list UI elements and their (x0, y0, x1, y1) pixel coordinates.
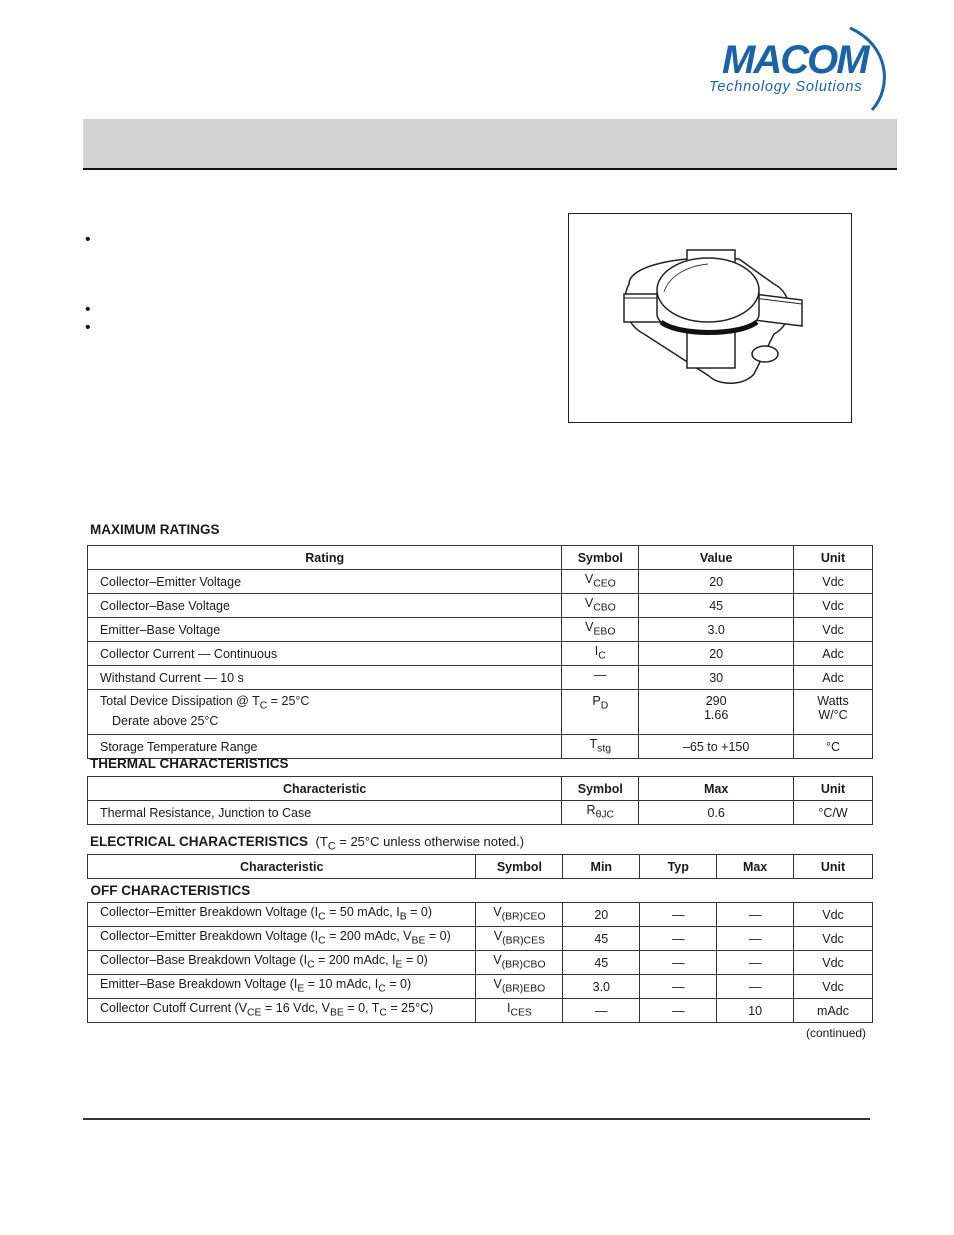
table-row (88, 801, 873, 825)
characteristic-cell: Collector–Base Breakdown Voltage ($I_C = 200$ mAdc, $I_E = 0$) (88, 951, 476, 975)
table-header-row (88, 777, 873, 801)
macom-logo (700, 26, 890, 112)
min-cell: 45 (563, 927, 640, 951)
rating-cell: Collector–Emitter Voltage (88, 570, 562, 594)
unit-cell: Vdc (794, 951, 873, 975)
table-row (88, 690, 873, 735)
footer-rule (83, 1118, 870, 1120)
typ-cell: — (640, 999, 717, 1023)
value-cell: –65 to +150 (639, 735, 794, 759)
value-cell: 30 (639, 666, 794, 690)
max-cell: — (717, 903, 794, 927)
rating-cell: Storage Temperature Range (88, 735, 562, 759)
value-cell: 45 (639, 594, 794, 618)
unit-cell: °C/W (794, 801, 873, 825)
unit-cell: °C (794, 735, 873, 759)
max-ratings-table (87, 545, 873, 759)
unit-cell: Vdc (794, 903, 873, 927)
table-row (88, 594, 873, 618)
bullet-icon: • (85, 301, 91, 318)
rating-cell: Collector Current — Continuous (88, 642, 562, 666)
symbol-cell: $I_C$ (562, 642, 639, 666)
unit-cell: Vdc (794, 594, 873, 618)
min-cell: 3.0 (563, 975, 640, 999)
thermal-table (87, 776, 873, 825)
table-row (88, 975, 873, 999)
value-cell: 20 (639, 570, 794, 594)
symbol-cell: $V_{(BR)CES}$ (476, 927, 563, 951)
max-cell: — (717, 927, 794, 951)
table-row (88, 927, 873, 951)
table-row (88, 999, 873, 1023)
table-row (88, 570, 873, 594)
column-header: Max (639, 777, 794, 801)
symbol-cell: $V_{CBO}$ (562, 594, 639, 618)
value-cell: 20 (639, 642, 794, 666)
typ-cell: — (640, 903, 717, 927)
table-row (88, 642, 873, 666)
characteristic-cell: Thermal Resistance, Junction to Case (88, 801, 562, 825)
column-header: Characteristic (88, 855, 476, 879)
typ-cell: — (640, 927, 717, 951)
value-cell: 3.0 (639, 618, 794, 642)
symbol-cell: $I_{CES}$ (476, 999, 563, 1023)
unit-cell: Vdc (794, 927, 873, 951)
unit-cell: Adc (794, 642, 873, 666)
transistor-package-icon (569, 214, 851, 422)
min-cell: 45 (563, 951, 640, 975)
subsection-row (88, 879, 873, 903)
characteristic-cell: Emitter–Base Breakdown Voltage ($I_E = 10$ mAdc, $I_C = 0$) (88, 975, 476, 999)
max-cell: — (717, 951, 794, 975)
column-header: Symbol (476, 855, 563, 879)
unit-cell: Watts W/°C (794, 690, 873, 735)
table-row (88, 666, 873, 690)
rating-cell: Withstand Current — 10 s (88, 666, 562, 690)
column-header: Value (639, 546, 794, 570)
table-row (88, 951, 873, 975)
rating-cell: Emitter–Base Voltage (88, 618, 562, 642)
column-header: Max (717, 855, 794, 879)
column-header: Unit (794, 855, 873, 879)
symbol-cell: $T_{stg}$ (562, 735, 639, 759)
column-header: Characteristic (88, 777, 562, 801)
column-header: Symbol (562, 546, 639, 570)
title-band (83, 119, 897, 170)
logo-wordmark: MACOM (722, 38, 868, 82)
thermal-title: THERMAL CHARACTERISTICS (90, 756, 289, 771)
column-header: Symbol (562, 777, 639, 801)
table-row (88, 903, 873, 927)
table-header-row (88, 855, 873, 879)
value-cell: 0.6 (639, 801, 794, 825)
column-header: Min (563, 855, 640, 879)
package-image (568, 213, 852, 423)
characteristic-cell: Collector–Emitter Breakdown Voltage ($I_C = 50$ mAdc, $I_B = 0$) (88, 903, 476, 927)
rating-cell: Total Device Dissipation @ $T_C = 25^\circ C$ Derate above 25°C (88, 690, 562, 735)
unit-cell: Vdc (794, 570, 873, 594)
typ-cell: — (640, 975, 717, 999)
unit-cell: Vdc (794, 618, 873, 642)
column-header: Rating (88, 546, 562, 570)
max-cell: — (717, 975, 794, 999)
electrical-title: ELECTRICAL CHARACTERISTICS ($T_C = 25^\circ C$ unless otherwise noted.) (90, 834, 525, 853)
continued-note: (continued) (806, 1026, 867, 1040)
symbol-cell: $V_{(BR)EBO}$ (476, 975, 563, 999)
table-row (88, 618, 873, 642)
typ-cell: — (640, 951, 717, 975)
table-row (88, 735, 873, 759)
characteristic-cell: Collector Cutoff Current ($V_{CE} = 16$ Vdc, $V_{BE} = 0$, $T_C = 25^\circ C$) (88, 999, 476, 1023)
electrical-table (87, 854, 873, 1023)
min-cell: 20 (563, 903, 640, 927)
symbol-cell: — (562, 666, 639, 690)
unit-cell: mAdc (794, 999, 873, 1023)
symbol-cell: $V_{EBO}$ (562, 618, 639, 642)
symbol-cell: $V_{(BR)CEO}$ (476, 903, 563, 927)
column-header: Typ (640, 855, 717, 879)
column-header: Unit (794, 777, 873, 801)
symbol-cell: $V_{(BR)CBO}$ (476, 951, 563, 975)
symbol-cell: $P_D$ (562, 690, 639, 735)
bullet-icon: • (85, 231, 91, 248)
column-header: Unit (794, 546, 873, 570)
symbol-cell: $V_{CEO}$ (562, 570, 639, 594)
unit-cell: Adc (794, 666, 873, 690)
bullet-icon: • (85, 319, 91, 336)
off-characteristics-title: OFF CHARACTERISTICS (88, 879, 873, 903)
characteristic-cell: Collector–Emitter Breakdown Voltage ($I_C = 200$ mAdc, $V_{BE} = 0$) (88, 927, 476, 951)
max-cell: 10 (717, 999, 794, 1023)
value-cell: 290 1.66 (639, 690, 794, 735)
table-header-row (88, 546, 873, 570)
symbol-cell: $R_{\theta JC}$ (562, 801, 639, 825)
rating-cell: Collector–Base Voltage (88, 594, 562, 618)
max-ratings-title: MAXIMUM RATINGS (90, 522, 220, 537)
unit-cell: Vdc (794, 975, 873, 999)
min-cell: — (563, 999, 640, 1023)
logo-tagline: Technology Solutions (709, 79, 863, 95)
